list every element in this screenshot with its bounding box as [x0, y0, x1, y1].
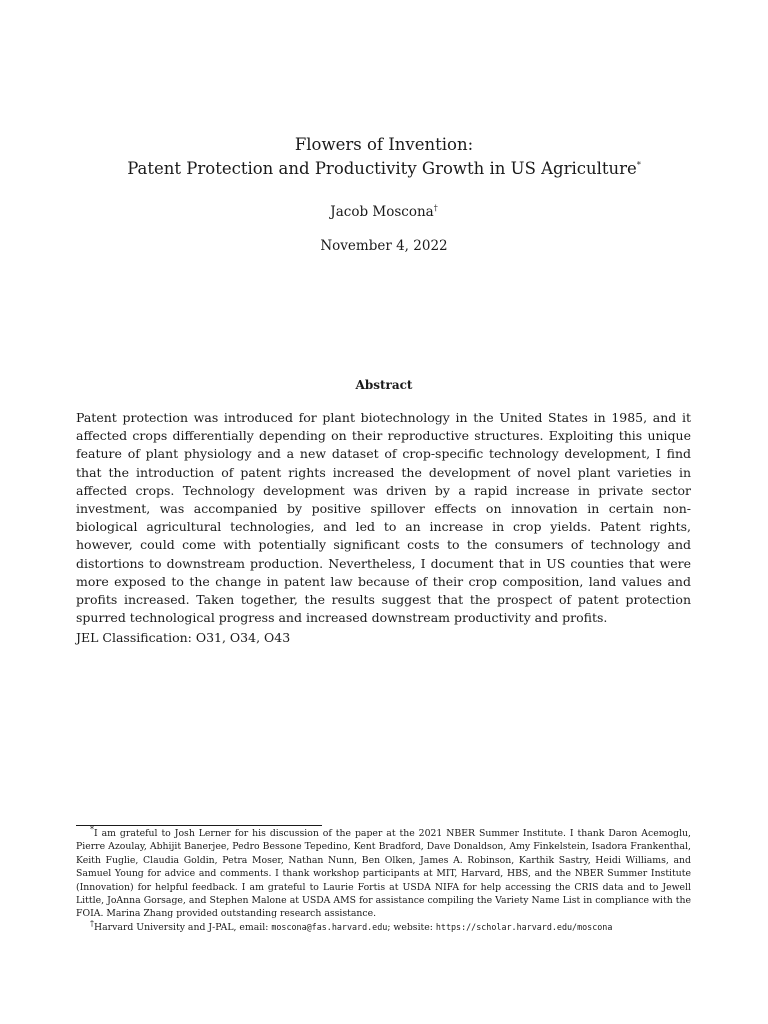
footnote-2: [76, 918, 691, 934]
author: [0, 202, 768, 222]
jel-classification: JEL Classification: O31, O34, O43: [76, 630, 291, 645]
abstract-heading: Abstract: [355, 378, 413, 392]
author-footnote-mark: †: [433, 203, 438, 213]
footnotes: [76, 824, 691, 934]
title-line-2-text: Patent Protection and Productivity Growth in US Agriculture: [127, 159, 637, 178]
paper-date: November 4, 2022: [320, 238, 448, 254]
footnote-2-mark: †: [90, 918, 94, 928]
footnote-1-mark: *: [90, 824, 94, 834]
footnote-1-text: I am grateful to Josh Lerner for his discussion of the paper at the 2021 NBER Summer Institute. I thank Daron Acemoglu, Pierre Azoulay, Abhijit Banerjee, Pedro Bessone Tepedino, Kent Bradford, Dave Donaldson, Amy Finkelstein, Isadora Frankenthal, Keith Fuglie, Claudia Goldin, Petra Moser, Nathan Nunn, Ben Olken, James A. Robinson, Karthik Sastry, Heidi Williams, and Samuel Young for advice and comments. I thank workshop participants at MIT, Harvard, HBS, and the NBER Summer Institute (Innovation) for helpful feedback. I am grateful to Laurie Fortis at USDA NIFA for help accessing the CRIS data and to Jewell Little, JoAnna Gorsage, and Stephen Malone at USDA AMS for assistance compiling the Variety Name List in compliance with the FOIA. Marina Zhang provided outstanding research assistance.: [76, 828, 691, 920]
title-line-2: [0, 157, 768, 181]
paper-title: [0, 133, 768, 181]
footnote-2-mid: ; website:: [387, 921, 436, 933]
author-website: https://scholar.harvard.edu/moscona: [435, 921, 613, 932]
author-email: moscona@fas.harvard.edu: [271, 921, 388, 932]
title-line-1: Flowers of Invention:: [294, 135, 474, 154]
footnote-2-prefix: Harvard University and J-PAL, email:: [94, 921, 272, 933]
abstract-body: Patent protection was introduced for plant biotechnology in the United States in 1985, and it affected crops differentially depending on their reproductive structures. Exploiting this unique feature of plant physiology and a new dataset of crop-specific technology development, I find that the introduction of patent rights increased the development of novel plant varieties in affected crops. Technology development was driven by a rapid increase in private sector investment, was accompanied by positive spillover effects on innovation in certain non-biological agricultural technologies, and led to an increase in crop yields. Patent rights, however, could come with potentially significant costs to the consumers of technology and distortions to downstream production. Nevertheless, I document that in US counties that were more exposed to the change in patent law because of their crop composition, land values and profits increased. Taken together, the results suggest that the prospect of patent protection spurred technological progress and increased downstream productivity and profits.: [76, 410, 691, 626]
footnote-1: [76, 824, 691, 921]
title-footnote-mark: *: [636, 160, 641, 170]
footnote-rule: [76, 825, 322, 826]
author-name: Jacob Moscona: [330, 204, 434, 220]
